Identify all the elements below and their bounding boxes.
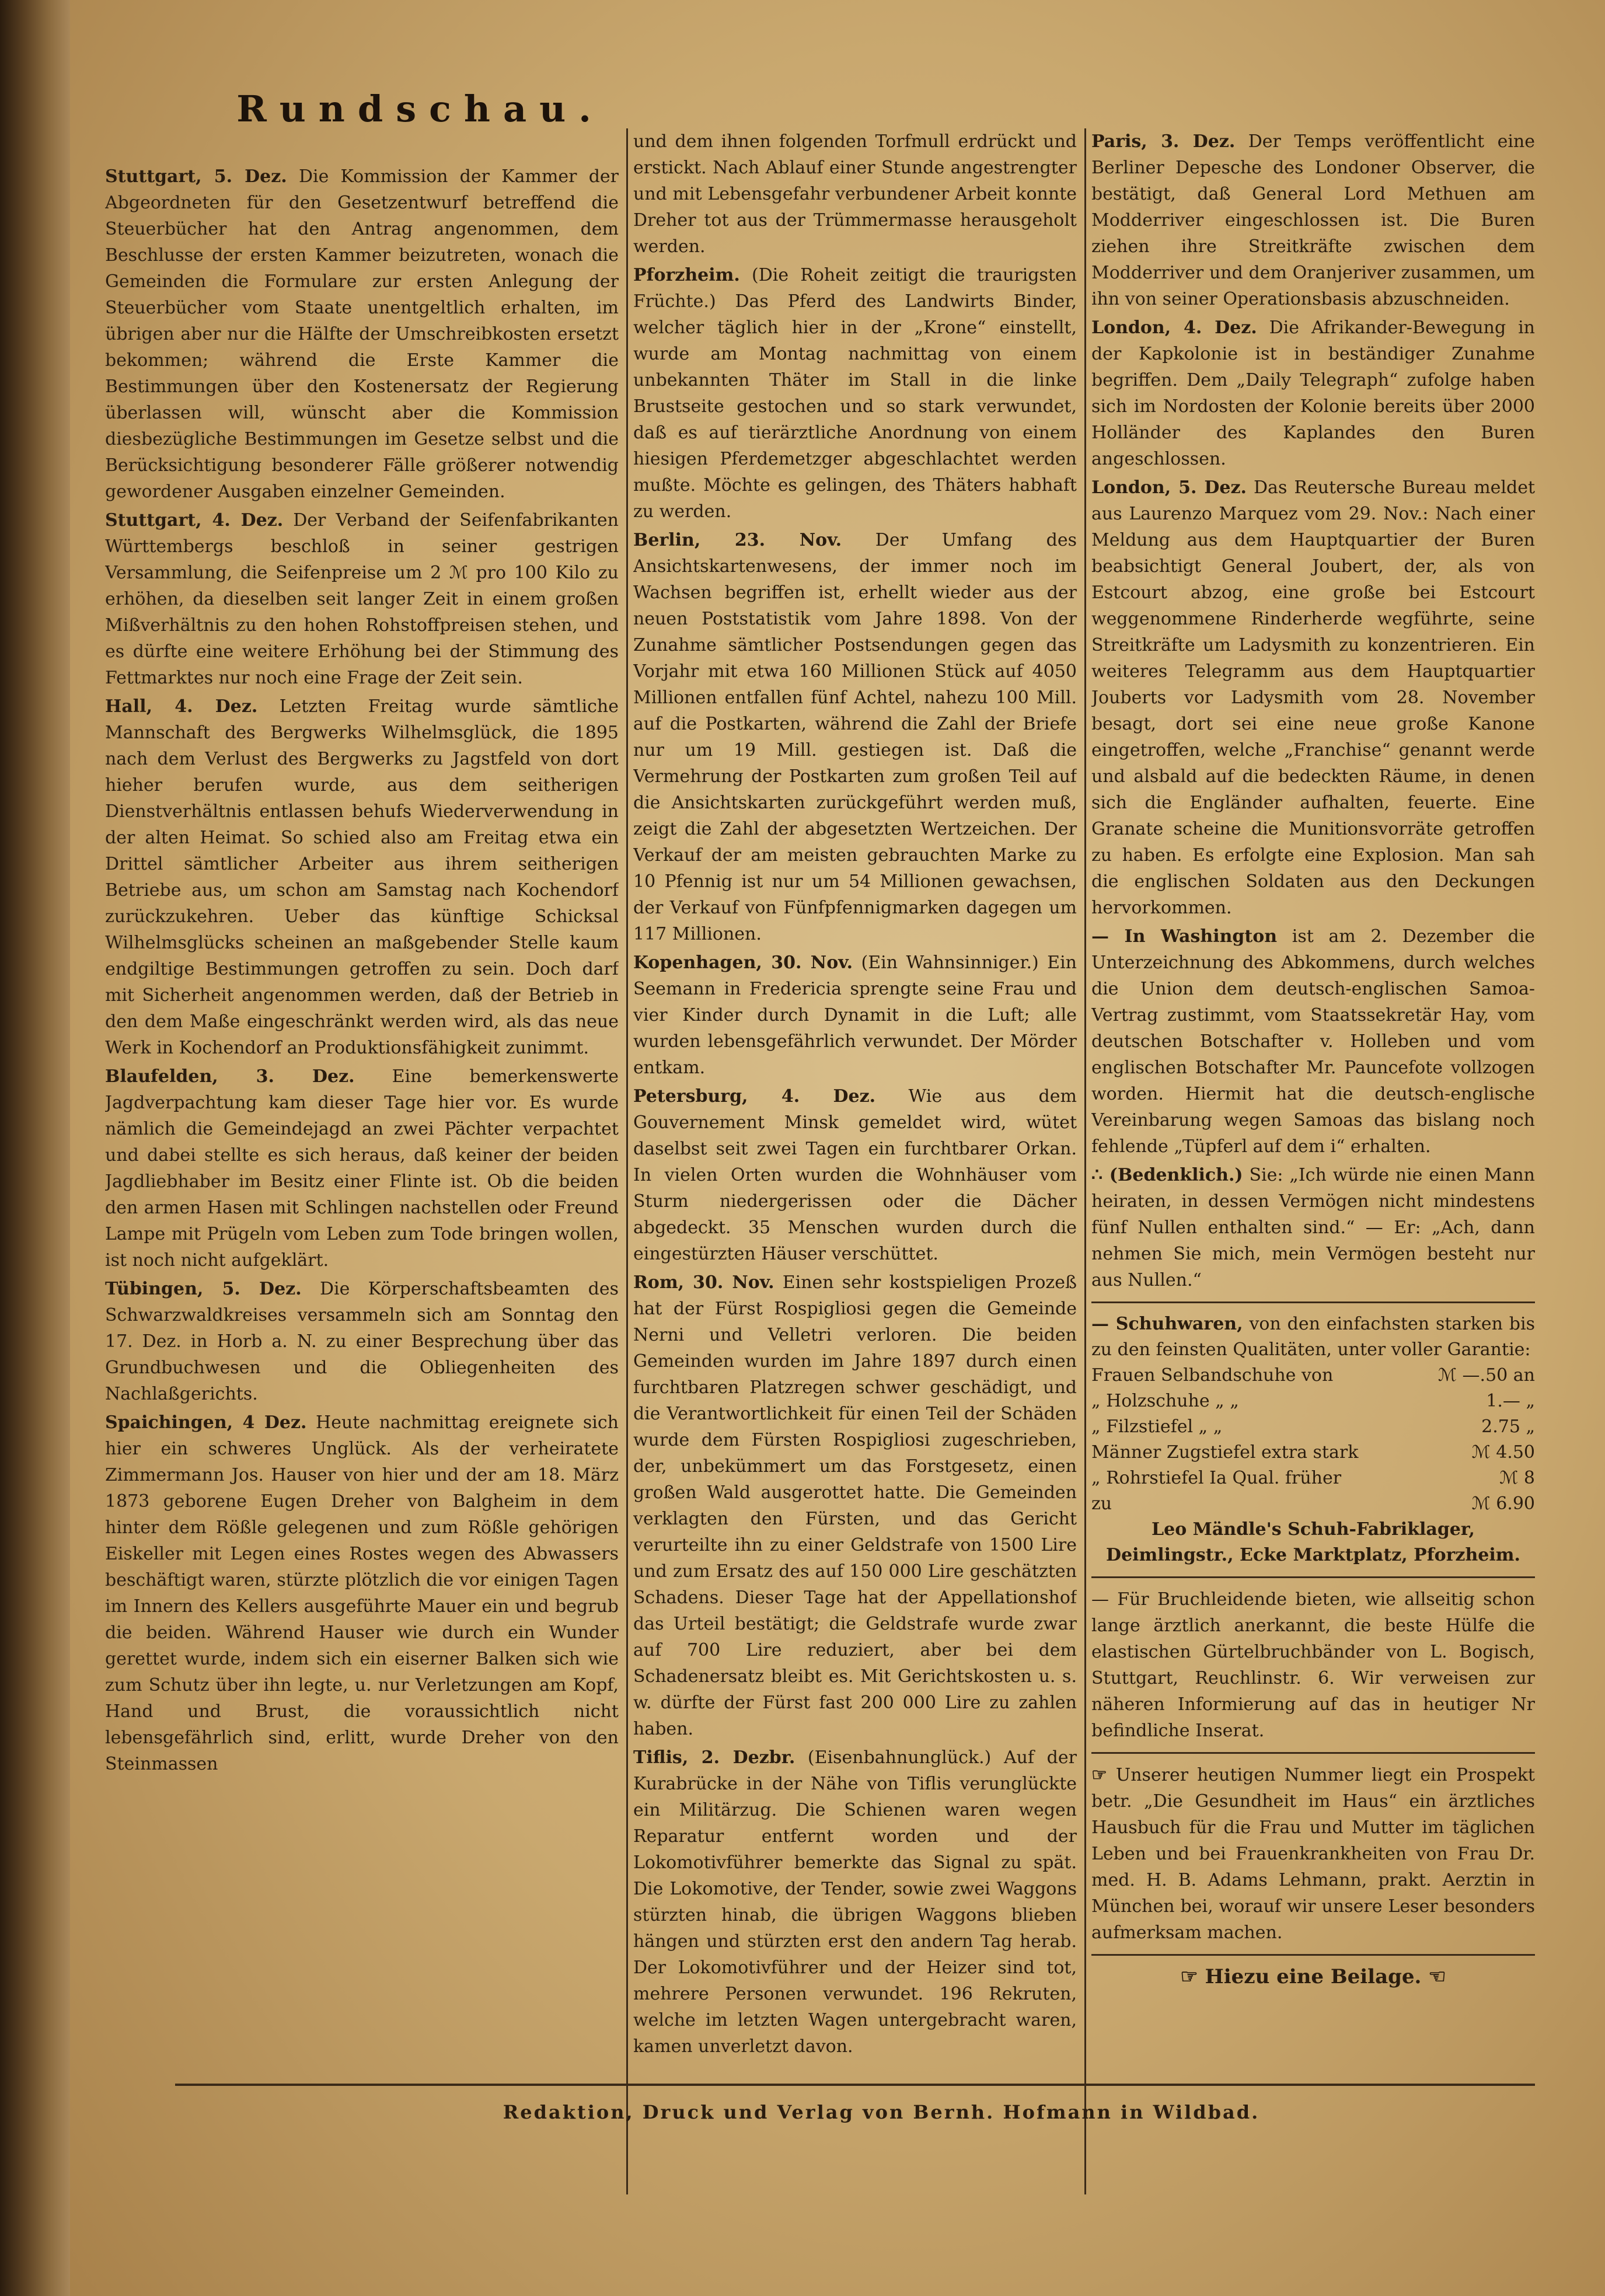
news-item [1091, 923, 1535, 1160]
column-2 [633, 128, 1077, 2206]
news-text: Die Afrikander-Bewegung in der Kapkolonie ist in beständiger Zunahme begriffen. Dem „Daily Telegraph“ zufolge haben sich im Nordosten der Kolonie bereits über 2000 Holländer des Kaplandes den Buren angeschlossen. [1091, 317, 1535, 469]
news-text: Das Reutersche Bureau meldet aus Laurenzo Marquez vom 29. Nov.: Nach einer Meldung aus dem Hauptquartier der Buren beabsichtigt General Joubert, der, als von Estcourt abzog, eine große bei Estcourt weggenommene Rinderherde wegführte, seine Streitkräfte um Ladysmith zu konzentrieren. Ein weiteres Telegramm aus dem Hauptquartier Jouberts vor Ladysmith vom 28. November besagt, dort sei eine neue große Kanone eingetroffen, welche „Franchise“ genannt werde und alsbald auf die bedeckten Räume, in denen sich die Engländer aufhalten, feuerte. Eine Granate scheine die Munitionsvorräte getroffen zu haben. Es erfolgte eine Explosion. Man sah die englischen Soldaten aus den Deckungen hervorkommen. [1091, 477, 1535, 918]
pointing-hand-icon: ☜ [1428, 1965, 1446, 1988]
news-item [105, 507, 619, 691]
news-text: Der Verband der Seifenfabrikanten Württembergs beschloß in seiner gestrigen Versammlung, die Seifenpreise um 2 ℳ pro 100 Kilo zu erhöhen, da dieselben seit langer Zeit in einem großen Mißverhältnis zu den hohen Rohstoffpreisen stehen, und es dürfte eine weitere Erhöhung bei der Stimmung des Fettmarktes nur noch eine Frage der Zeit sein. [105, 510, 619, 688]
pointing-hand-icon: ☞ [1180, 1965, 1198, 1988]
price-label: „ Rohrstiefel Ia Qual. früher [1091, 1468, 1342, 1488]
dateline: Pforzheim. [633, 265, 740, 285]
divider [1091, 1954, 1535, 1956]
news-item [633, 1269, 1077, 1742]
price-value: 2.75 „ [1481, 1416, 1535, 1437]
dateline: Paris, 3. Dez. [1091, 131, 1236, 152]
price-row [1091, 1363, 1535, 1388]
column-divider [1084, 128, 1086, 2194]
news-text: Wie aus dem Gouvernement Minsk gemeldet wird, wütet daselbst seit zwei Tagen ein furchtbarer Orkan. In vielen Orten wurden die Wohnhäuser vom Sturm niedergerissen oder die Dächer abgedeckt. 35 Menschen wurden durch die eingestürzten Häuser verschüttet. [633, 1086, 1077, 1264]
imprint-footer: Redaktion, Druck und Verlag von Bernh. Hofmann in Wildbad. [503, 2101, 1260, 2123]
price-value: ℳ 8 [1499, 1468, 1535, 1488]
dateline: Rom, 30. Nov. [633, 1272, 774, 1293]
book-spine [0, 0, 70, 2296]
divider [1091, 1752, 1535, 1754]
ad-shoes-title: — Schuhwaren, [1091, 1314, 1243, 1334]
news-item [105, 163, 619, 505]
dateline: Tiflis, 2. Dezbr. [633, 1747, 795, 1768]
dateline: Blaufelden, 3. Dez. [105, 1066, 355, 1087]
news-item [1091, 474, 1535, 921]
supplement-text: Hiezu eine Beilage. [1205, 1965, 1422, 1988]
dateline: Kopenhagen, 30. Nov. [633, 952, 853, 973]
news-text: und dem ihnen folgenden Torfmull erdrückt und erstickt. Nach Ablauf einer Stunde angestrengter und mit Lebensgefahr verbundener Arbeit konnte Dreher tot aus der Trümmermasse herausgeholt werden. [633, 131, 1077, 257]
news-text: Die Kommission der Kammer der Abgeordneten für den Gesetzentwurf betreffend die Steuerbücher hat den Antrag angenommen, dem Beschlusse der ersten Kammer beizutreten, wonach die Gemeinden die Formulare zur ersten Anlegung der Steuerbücher vom Staate unentgeltlich erhalten, im übrigen aber nur die Hälfte der Umschreibkosten ersetzt bekommen; während die Erste Kammer die Bestimmungen über den Kostenersatz der Regierung überlassen will, wünscht aber die Kommission diesbezügliche Bestimmungen im Gesetze selbst und die Berücksichtigung besonderer Fälle größerer notwendig gewordener Ausgaben einzelner Gemeinden. [105, 166, 619, 502]
price-value: ℳ —.50 an [1437, 1365, 1535, 1386]
price-value: 1.— „ [1486, 1391, 1535, 1411]
dateline: Spaichingen, 4 Dez. [105, 1412, 307, 1433]
news-item [105, 693, 619, 1061]
pointing-hand-icon: ☞ [1091, 1765, 1107, 1785]
price-value: ℳ 6.90 [1471, 1494, 1535, 1514]
dateline: Stuttgart, 4. Dez. [105, 510, 284, 531]
news-item [633, 1083, 1077, 1267]
dateline: Petersburg, 4. Dez. [633, 1086, 876, 1107]
supplement-notice [1091, 1964, 1535, 1990]
news-text: (Die Roheit zeitigt die traurigsten Früchte.) Das Pferd des Landwirts Binder, welcher täglich hier in der „Krone“ einstellt, wurde am Montag nachmittag von einem unbekannten Thäter im Stall in die linke Brustseite gestochen und so stark verwundet, daß es auf tierärztliche Anordnung von einem hiesigen Pferdemetzger abgeschlachtet werden mußte. Möchte es gelingen, des Thäters habhaft zu werden. [633, 265, 1077, 522]
news-item [633, 262, 1077, 525]
dateline: Hall, 4. Dez. [105, 696, 258, 717]
news-item [105, 1409, 619, 1777]
divider [1091, 1301, 1535, 1303]
news-text: (Eisenbahnunglück.) Auf der Kurabrücke in der Nähe von Tiflis verunglückte ein Militärzug. Die Schienen waren wegen Reparatur entfernt worden und der Lokomotivführer bemerkte das Signal zu spät. Die Lokomotive, der Tender, sowie zwei Waggons stürzten hinab, die übrigen Waggons blieben hängen und stürzten erst den andern Tag herab. Der Lokomotivführer und der Heizer sind tot, mehrere Personen verwundet. 196 Rekruten, welche im letzten Wagen untergebracht waren, kamen unverletzt davon. [633, 1747, 1077, 2057]
news-text: Heute nachmittag ereignete sich hier ein schweres Unglück. Als der verheiratete Zimmermann Jos. Hauser von hier und der am 18. März 1873 geborene Eugen Dreher von Balgheim in dem hinter dem Rößle gelegenen und zum Rößle gehörigen Eiskeller mit Legen eines Rostes wegen des Abwassers beschäftigt waren, stürzte plötzlich die vor einigen Tagen im Innern des Kellers ausgeführte Mauer ein und begrub die beiden. Während Hauser wie durch ein Wunder gerettet wurde, indem sich ein eiserner Balken sich wie zum Schutz über ihn legte, u. nur Verletzungen am Kopf, Hand und Brust, die voraussichtlich nicht lebensgefährlich sind, erlitt, wurde Dreher von den Steinmassen [105, 1412, 619, 1774]
price-label: Männer Zugstiefel extra stark [1091, 1442, 1359, 1463]
dateline: ∴ (Bedenklich.) [1091, 1165, 1243, 1185]
price-row [1091, 1440, 1535, 1465]
ad-shoes-vendor: Leo Mändle's Schuh-Fabriklager, Deimlingstr., Ecke Marktplatz, Pforzheim. [1106, 1519, 1520, 1565]
news-item [1091, 128, 1535, 312]
dateline: Berlin, 23. Nov. [633, 530, 842, 550]
news-text: Letzten Freitag wurde sämtliche Mannschaft des Bergwerks Wilhelmsglück, die 1895 nach dem Verlust des Bergwerks zu Jagstfeld von dort hieher berufen wurde, aus dem seitherigen Dienstverhältnis entlassen behufs Wiederverwendung in der alten Heimat. So schied also am Freitag etwa ein Drittel sämtlicher Arbeiter aus ihrem seitherigen Betriebe aus, um schon am Samstag nach Kochendorf zurückzukehren. Ueber das künftige Schicksal Wilhelmsglücks scheinen an maßgebender Stelle kaum endgiltige Bestimmungen getroffen zu sein. Doch darf mit Sicherheit angenommen werden, daß der Betrieb in den dem Maße eingeschränkt werden wird, als das neue Werk in Kochendorf an Produktionsfähigkeit zunimmt. [105, 696, 619, 1058]
news-text: ist am 2. Dezember die Unterzeichnung des Abkommens, durch welches die Union dem deutsch-englischen Samoa-Vertrag zustimmt, vom Staatssekretär Hay, vom deutschen Botschafter v. Holleben und vom englischen Botschafter Mr. Pauncefote vollzogen worden. Hiermit hat die deutsch-englische Vereinbarung wegen Samoas das bislang noch fehlende „Tüpferl auf dem i“ erhalten. [1091, 926, 1535, 1157]
price-label: zu [1091, 1494, 1112, 1514]
news-text: Die Körperschaftsbeamten des Schwarzwaldkreises versammeln sich am Sonntag den 17. Dez. in Horb a. N. zu einer Besprechung über das Grundbuchwesen und die Obliegenheiten des Nachlaßgerichts. [105, 1279, 619, 1404]
ad-shoes-intro: von den einfachsten starken bis zu den feinsten Qualitäten, unter voller Garantie: [1091, 1314, 1535, 1360]
news-item [105, 1063, 619, 1273]
news-text: Einen sehr kostspieligen Prozeß hat der Fürst Rospigliosi gegen die Gemeinde Nerni und Velletri verloren. Die beiden Gemeinden wurden im Jahre 1897 durch einen furchtbaren Platzregen schwer geschädigt, und die Verantwortlichkeit für einen Teil der Schäden wurde dem Fürsten Rospigliosi zugeschrieben, der, unbekümmert um das Forstgesetz, einen großen Wald ausgerottet hatte. Die Gemeinden verklagten den Fürsten, und das Gericht verurteilte ihn zu einer Geldstrafe von 1500 Lire und zum Ersatz des auf 150 000 Lire geschätzten Schadens. Dieser Tage hat der Appellationshof das Urteil bestätigt; die Geldstrafe wurde zwar auf 700 Lire reduziert, aber bei dem Schadenersatz bleibt es. Mit Gerichtskosten u. s. w. dürfte der Fürst fast 200 000 Lire zu zahlen haben. [633, 1272, 1077, 1739]
dateline: London, 5. Dez. [1091, 477, 1247, 498]
price-label: „ Holzschuhe „ „ [1091, 1391, 1239, 1411]
news-item [1091, 315, 1535, 472]
news-text: (Ein Wahnsinniger.) Ein Seemann in Fredericia sprengte seine Frau und vier Kinder durch Dynamit in die Luft; alle wurden lebensgefährlich verwundet. Der Mörder entkam. [633, 952, 1077, 1078]
section-title: Rundschau. [236, 88, 604, 130]
dateline: Stuttgart, 5. Dez. [105, 166, 287, 187]
ad-bruch: — Für Bruchleidende bieten, wie allseitig schon lange ärztlich anerkannt, die beste Hülfe die elastischen Gürtelbruchbänder von L. Bogisch, Stuttgart, Reuchlinstr. 6. Wir verweisen zur näheren Informierung auf das in heutiger Nr befindliche Inserat. [1091, 1589, 1535, 1741]
news-text: Eine bemerkenswerte Jagdverpachtung kam dieser Tage hier vor. Es wurde nämlich die Gemeindejagd an zwei Pächter verpachtet und dabei stellte es sich heraus, daß keiner der beiden Jagdliebhaber im Besitz einer Flinte ist. Ob die beiden den armen Hasen mit Schlingen nachstellen oder Freund Lampe mit Prügeln vom Leben zum Tode bringen wollen, ist noch nicht aufgeklärt. [105, 1066, 619, 1271]
column-1 [105, 163, 619, 2241]
dateline: London, 4. Dez. [1091, 317, 1257, 338]
price-label: „ Filzstiefel „ „ [1091, 1416, 1223, 1437]
news-item [633, 950, 1077, 1081]
price-row [1091, 1465, 1535, 1491]
price-label: Frauen Selbandschuhe von [1091, 1365, 1334, 1386]
price-value: ℳ 4.50 [1471, 1442, 1535, 1463]
divider [1091, 1576, 1535, 1578]
footer-rule [175, 2084, 1535, 2086]
column-3 [1091, 128, 1535, 2206]
ad-prospekt: Unserer heutigen Nummer liegt ein Prospekt betr. „Die Gesundheit im Haus“ ein ärztliches Hausbuch für die Frau und Mutter im täglichen Leben und bei Frauenkrankheiten von Frau Dr. med. H. B. Adams Lehmann, prakt. Aerztin in München bei, worauf wir unsere Leser besonders aufmerksam machen. [1091, 1765, 1535, 1943]
price-row [1091, 1388, 1535, 1414]
news-item [633, 1744, 1077, 2060]
ad-shoes [1091, 1311, 1535, 1568]
dateline: Tübingen, 5. Dez. [105, 1279, 302, 1299]
news-item [1091, 1162, 1535, 1293]
news-item [633, 128, 1077, 260]
dateline: — In Washington [1091, 926, 1278, 947]
news-item [633, 527, 1077, 947]
news-item [105, 1276, 619, 1407]
price-row [1091, 1491, 1535, 1517]
news-text: Sie: „Ich würde nie einen Mann heiraten, in dessen Vermögen nicht mindestens fünf Nullen enthalten sind.“ — Er: „Ach, dann nehmen Sie mich, mein Vermögen besteht nur aus Nullen.“ [1091, 1165, 1535, 1290]
price-row [1091, 1414, 1535, 1440]
news-text: Der Temps veröffentlicht eine Berliner Depesche des Londoner Observer, die bestätigt, daß General Lord Methuen am Modderriver eingeschlossen ist. Die Buren ziehen ihre Streitkräfte zwischen dem Modderriver und dem Oranjeriver zusammen, um ihn von seiner Operationsbasis abzuschneiden. [1091, 131, 1535, 309]
news-text: Der Umfang des Ansichtskartenwesens, der immer noch im Wachsen begriffen ist, erhellt wieder aus der neuen Poststatistik vom Jahre 1898. Von der Zunahme sämtlicher Postsendungen gegen das Vorjahr mit etwa 160 Millionen Stück auf 4050 Millionen entfallen fünf Achtel, nahezu 100 Mill. auf die Postkarten, während die Zahl der Briefe nur um 19 Mill. gestiegen ist. Daß die Vermehrung der Postkarten zum großen Teil auf die Ansichtskarten zurückgeführt werden muß, zeigt die Zahl der abgesetzten Wertzeichen. Der Verkauf der am meisten gebrauchten Marke zu 10 Pfennig ist nur um 54 Millionen gewachsen, der Verkauf von Fünfpfennigmarken dagegen um 117 Millionen. [633, 530, 1077, 944]
column-divider [626, 128, 628, 2194]
